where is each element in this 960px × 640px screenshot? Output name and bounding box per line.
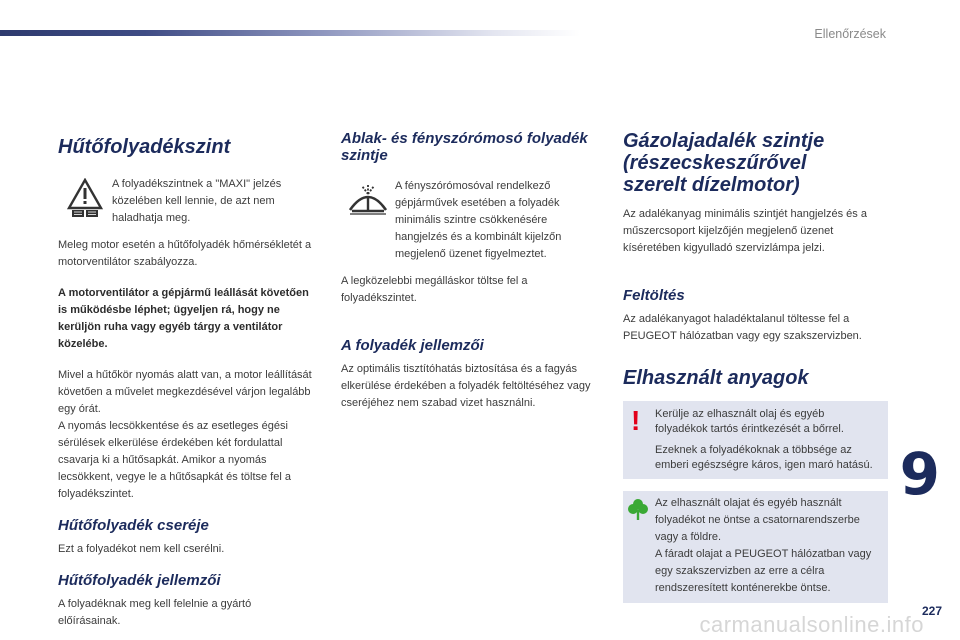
warning-manual-icon — [58, 176, 112, 218]
warning-note-text1: Kerülje az elhasznált olaj és egyéb folyadékok tartós érintkezését a bőrrel. — [655, 408, 844, 435]
washer-spec-title: A folyadék jellemzői — [341, 337, 484, 354]
coolant-icon-text: A folyadékszintnek a "MAXI" jelzés közelében kell lennie, de azt nem haladhatja meg. — [112, 178, 282, 224]
warning-note-box — [623, 401, 888, 479]
washer-title: Ablak- és fényszórómosó folyadék szintje — [341, 130, 588, 164]
exclamation-icon: ! — [631, 405, 641, 436]
watermark: carmanualsonline.info — [699, 612, 924, 637]
washer-fluid-icon — [341, 178, 395, 216]
leaf-icon — [628, 498, 648, 527]
section-name: Ellenőrzések — [814, 27, 886, 41]
warning-note-text2: Ezeknek a folyadékoknak a többsége az emberi egészségre káros, igen maró hatású. — [655, 444, 873, 471]
fill-title: Feltöltés — [623, 287, 685, 304]
washer-icon-row — [341, 178, 591, 263]
washer-icon-text: A fényszórómosóval rendelkező gépjárművek esetében a folyadék minimális szintre csökkenésére hangjelzés és a kombinált kijelzőn megjelenő üzenet figyelmeztet. — [395, 180, 562, 260]
coolant-warning: A motorventilátor a gépjármű leállását követően is működésbe léphet; ügyeljen rá, hogy ne kerüljön ruha vagy egyéb tárgy a ventilátor közelébe. — [58, 287, 309, 350]
coolant-change-text: Ezt a folyadékot nem kell cserélni. — [58, 543, 225, 555]
coolant-title: Hűtőfolyadékszint — [58, 136, 231, 158]
eco-note-box — [623, 491, 888, 603]
coolant-icon-row — [58, 176, 314, 227]
coolant-spec-text: A folyadéknak meg kell felelnie a gyártó előírásainak. — [58, 598, 252, 627]
fill-text: Az adalékanyagot haladéktalanul töltesse fel a PEUGEOT hálózatban vagy egy szakszervizben. — [623, 313, 862, 342]
coolant-change-title: Hűtőfolyadék cseréje — [58, 517, 209, 534]
eco-note-text: Az elhasznált olajat és egyéb használt folyadékot ne öntse a csatornarendszerbe vagy a földre. A fáradt olajat a PEUGEOT hálózatban vagy egy szakszervizben az erre a célra rendszeresített konténerekbe öntse. — [655, 497, 872, 594]
coolant-para2: Mivel a hűtőkör nyomás alatt van, a motor leállítását követően a művelet megkezdésével várjon legalább egy órát. A nyomás lecsökkentése és az esetleges égési sérülések elkerülése érdekében két fordulattal csavarja ki a hűtősapkát. Amikor a nyomás lecsökkent, vegye le a hűtősapkát és töltse fel a folyadékszintet. — [58, 369, 312, 500]
washer-para1: A legközelebbi megálláskor töltse fel a folyadékszintet. — [341, 275, 528, 304]
chapter-number: 9 — [899, 440, 940, 508]
washer-spec-text: Az optimális tisztítóhatás biztosítása és a fagyás elkerülése érdekében a folyadék feltöltéséhez vagy cseréjéhez nem szabad vizet használni. — [341, 363, 591, 409]
additive-title: Gázolajadalék szintje (részecskeszűrővel szerelt dízelmotor) — [623, 130, 825, 196]
page-number: 227 — [921, 604, 942, 618]
used-materials-title: Elhasznált anyagok — [623, 367, 809, 389]
header-gradient-bar — [0, 30, 580, 36]
column-additive — [623, 130, 888, 603]
coolant-spec-title: Hűtőfolyadék jellemzői — [58, 572, 221, 589]
column-coolant — [58, 130, 314, 630]
column-washer — [341, 130, 591, 412]
additive-para1: Az adalékanyag minimális szintjét hangjelzés és a műszercsoport kijelzőjén megjelenő üzenet kíséretében kigyulladó szervizlámpa jelzi. — [623, 208, 867, 254]
coolant-para1: Meleg motor esetén a hűtőfolyadék hőmérsékletét a motorventilátor szabályozza. — [58, 239, 312, 268]
